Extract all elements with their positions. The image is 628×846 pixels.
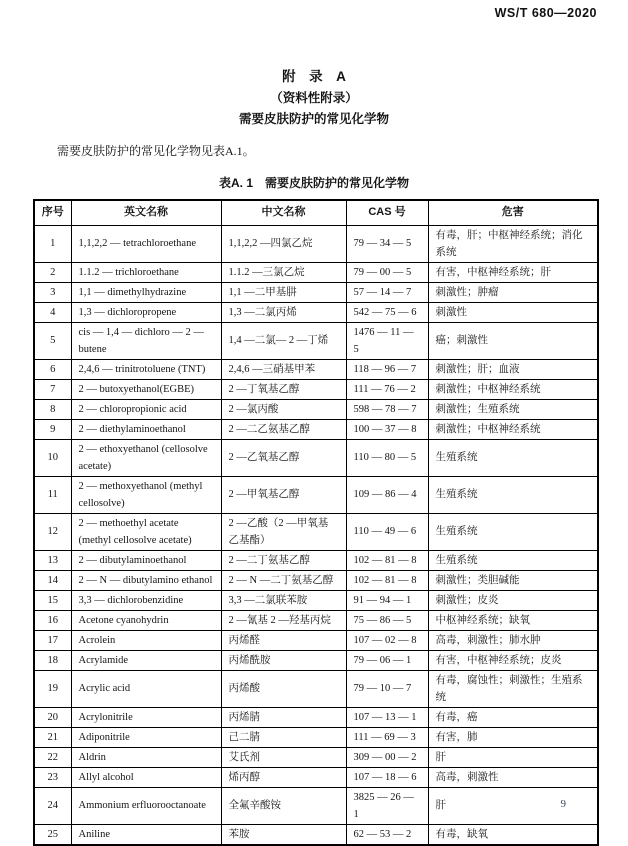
cell-hazard: 有害，中枢神经系统；皮炎	[428, 650, 598, 670]
cell-cas-number: 91 — 94 — 1	[346, 590, 428, 610]
table-row	[34, 282, 598, 302]
table-row	[34, 707, 598, 727]
cell-cas-number: 79 — 10 — 7	[346, 670, 428, 707]
cell-chinese-name: 1,1 —二甲基肼	[221, 282, 346, 302]
cell-hazard: 肝	[428, 787, 598, 824]
cell-chinese-name: 烯丙醇	[221, 767, 346, 787]
cell-chinese-name: 2,4,6 —三硝基甲苯	[221, 359, 346, 379]
cell-english-name: Acetone cyanohydrin	[71, 610, 221, 630]
cell-hazard: 刺激性；肝；血液	[428, 359, 598, 379]
table-row	[34, 513, 598, 550]
table-row	[34, 767, 598, 787]
table-row	[34, 379, 598, 399]
cell-hazard: 生殖系统	[428, 513, 598, 550]
cell-index: 11	[34, 476, 71, 513]
cell-index: 18	[34, 650, 71, 670]
cell-english-name: 1.1.2 — trichloroethane	[71, 262, 221, 282]
cell-index: 20	[34, 707, 71, 727]
header-cell-chinese-name: 中文名称	[221, 200, 346, 225]
header-cell-english-name: 英文名称	[71, 200, 221, 225]
cell-english-name: Acrylic acid	[71, 670, 221, 707]
cell-cas-number: 100 — 37 — 8	[346, 419, 428, 439]
table-row	[34, 610, 598, 630]
cell-chinese-name: 丙烯酸	[221, 670, 346, 707]
table-row	[34, 359, 598, 379]
cell-english-name: 1,3 — dichloropropene	[71, 302, 221, 322]
cell-english-name: Acrylamide	[71, 650, 221, 670]
cell-chinese-name: 丙烯酰胺	[221, 650, 346, 670]
cell-cas-number: 79 — 00 — 5	[346, 262, 428, 282]
cell-index: 25	[34, 824, 71, 845]
cell-chinese-name: 2 —二丁氨基乙醇	[221, 550, 346, 570]
table-row	[34, 322, 598, 359]
intro-paragraph: 需要皮肤防护的常见化学物见表A.1。	[57, 144, 255, 158]
cell-english-name: Ammonium erfluorooctanoate	[71, 787, 221, 824]
cell-index: 9	[34, 419, 71, 439]
cell-chinese-name: 2 — N —二丁氨基乙醇	[221, 570, 346, 590]
cell-cas-number: 107 — 18 — 6	[346, 767, 428, 787]
cell-index: 15	[34, 590, 71, 610]
cell-chinese-name: 2 —乙氧基乙醇	[221, 439, 346, 476]
cell-english-name: 1,1,2,2 — tetrachloroethane	[71, 225, 221, 262]
table-header-row	[34, 200, 598, 225]
cell-english-name: Aniline	[71, 824, 221, 845]
cell-index: 8	[34, 399, 71, 419]
cell-english-name: 2 — methoethyl acetate (methyl cellosolve acetate)	[71, 513, 221, 550]
cell-english-name: 2 — methoxyethanol (methyl cellosolve)	[71, 476, 221, 513]
table-row	[34, 262, 598, 282]
table-row	[34, 570, 598, 590]
table-row	[34, 787, 598, 824]
cell-english-name: Acrylonitrile	[71, 707, 221, 727]
cell-cas-number: 109 — 86 — 4	[346, 476, 428, 513]
cell-index: 13	[34, 550, 71, 570]
cell-english-name: Aldrin	[71, 747, 221, 767]
cell-cas-number: 102 — 81 — 8	[346, 550, 428, 570]
cell-english-name: 2 — diethylaminoethanol	[71, 419, 221, 439]
cell-chinese-name: 2 —甲氧基乙醇	[221, 476, 346, 513]
cell-cas-number: 110 — 80 — 5	[346, 439, 428, 476]
cell-cas-number: 102 — 81 — 8	[346, 570, 428, 590]
cell-chinese-name: 2 —丁氧基乙醇	[221, 379, 346, 399]
cell-index: 17	[34, 630, 71, 650]
table-row	[34, 670, 598, 707]
cell-english-name: Acrolein	[71, 630, 221, 650]
cell-index: 22	[34, 747, 71, 767]
cell-hazard: 刺激性；生殖系统	[428, 399, 598, 419]
cell-english-name: cis — 1,4 — dichloro — 2 — butene	[71, 322, 221, 359]
cell-hazard: 刺激性；中枢神经系统	[428, 419, 598, 439]
cell-cas-number: 57 — 14 — 7	[346, 282, 428, 302]
cell-cas-number: 107 — 02 — 8	[346, 630, 428, 650]
cell-chinese-name: 丙烯腈	[221, 707, 346, 727]
cell-english-name: 2 — butoxyethanol(EGBE)	[71, 379, 221, 399]
cell-index: 10	[34, 439, 71, 476]
cell-index: 24	[34, 787, 71, 824]
cell-index: 23	[34, 767, 71, 787]
cell-index: 3	[34, 282, 71, 302]
table-row	[34, 747, 598, 767]
page-number: 9	[560, 798, 566, 810]
chemical-table	[33, 199, 599, 846]
cell-index: 4	[34, 302, 71, 322]
cell-hazard: 有毒，肝；中枢神经系统；消化系统	[428, 225, 598, 262]
header-cell-cas-number: CAS 号	[346, 200, 428, 225]
cell-index: 14	[34, 570, 71, 590]
header-cell-hazard: 危害	[428, 200, 598, 225]
cell-english-name: 2 — N — dibutylamino ethanol	[71, 570, 221, 590]
cell-hazard: 有害，肺	[428, 727, 598, 747]
cell-cas-number: 79 — 06 — 1	[346, 650, 428, 670]
cell-hazard: 刺激性；皮炎	[428, 590, 598, 610]
cell-hazard: 有毒，癌	[428, 707, 598, 727]
table-row	[34, 727, 598, 747]
table-body	[34, 225, 598, 845]
cell-english-name: Allyl alcohol	[71, 767, 221, 787]
cell-hazard: 生殖系统	[428, 550, 598, 570]
cell-english-name: 2 — chloropropionic acid	[71, 399, 221, 419]
table-row	[34, 824, 598, 845]
cell-index: 7	[34, 379, 71, 399]
cell-english-name: 2 — ethoxyethanol (cellosolve acetate)	[71, 439, 221, 476]
cell-chinese-name: 2 —氰基 2 —羟基丙烷	[221, 610, 346, 630]
document-code: WS/T 680—2020	[494, 6, 597, 20]
cell-hazard: 中枢神经系统；缺氧	[428, 610, 598, 630]
cell-cas-number: 111 — 69 — 3	[346, 727, 428, 747]
cell-hazard: 生殖系统	[428, 476, 598, 513]
cell-index: 12	[34, 513, 71, 550]
cell-index: 21	[34, 727, 71, 747]
cell-chinese-name: 己二腈	[221, 727, 346, 747]
table-row	[34, 225, 598, 262]
cell-index: 16	[34, 610, 71, 630]
cell-chinese-name: 2 —乙酸（2 —甲氧基乙基酯）	[221, 513, 346, 550]
cell-chinese-name: 丙烯醛	[221, 630, 346, 650]
cell-english-name: Adiponitrile	[71, 727, 221, 747]
header-cell-index: 序号	[34, 200, 71, 225]
cell-cas-number: 110 — 49 — 6	[346, 513, 428, 550]
cell-cas-number: 62 — 53 — 2	[346, 824, 428, 845]
table-row	[34, 419, 598, 439]
cell-index: 2	[34, 262, 71, 282]
table-row	[34, 302, 598, 322]
table-caption: 表A. 1 需要皮肤防护的常见化学物	[218, 176, 409, 190]
cell-chinese-name: 1,1,2,2 —四氯乙烷	[221, 225, 346, 262]
cell-index: 5	[34, 322, 71, 359]
cell-chinese-name: 全氟辛酸铵	[221, 787, 346, 824]
cell-cas-number: 3825 — 26 — 1	[346, 787, 428, 824]
cell-hazard: 刺激性	[428, 302, 598, 322]
cell-hazard: 刺激性；中枢神经系统	[428, 379, 598, 399]
cell-cas-number: 598 — 78 — 7	[346, 399, 428, 419]
appendix-heading: 需要皮肤防护的常见化学物	[238, 112, 389, 126]
cell-hazard: 有毒，腐蚀性；刺激性；生殖系统	[428, 670, 598, 707]
cell-chinese-name: 3,3 —二氯联苯胺	[221, 590, 346, 610]
table-row	[34, 399, 598, 419]
cell-english-name: 2,4,6 — trinitrotoluene (TNT)	[71, 359, 221, 379]
appendix-label: 附 录 A	[282, 69, 346, 84]
cell-index: 1	[34, 225, 71, 262]
cell-hazard: 高毒，刺激性	[428, 767, 598, 787]
table-row	[34, 590, 598, 610]
appendix-subtitle: （资料性附录）	[270, 91, 358, 105]
cell-hazard: 有害，中枢神经系统；肝	[428, 262, 598, 282]
cell-index: 19	[34, 670, 71, 707]
cell-cas-number: 309 — 00 — 2	[346, 747, 428, 767]
table-row	[34, 550, 598, 570]
cell-cas-number: 118 — 96 — 7	[346, 359, 428, 379]
cell-index: 6	[34, 359, 71, 379]
cell-hazard: 肝	[428, 747, 598, 767]
cell-cas-number: 1476 — 11 — 5	[346, 322, 428, 359]
cell-cas-number: 542 — 75 — 6	[346, 302, 428, 322]
cell-chinese-name: 2 —二乙氨基乙醇	[221, 419, 346, 439]
cell-chinese-name: 1.1.2 —三氯乙烷	[221, 262, 346, 282]
cell-cas-number: 111 — 76 — 2	[346, 379, 428, 399]
cell-cas-number: 75 — 86 — 5	[346, 610, 428, 630]
cell-hazard: 高毒，刺激性；肺水肿	[428, 630, 598, 650]
table-row	[34, 439, 598, 476]
cell-chinese-name: 1,3 —二氯丙烯	[221, 302, 346, 322]
cell-chinese-name: 苯胺	[221, 824, 346, 845]
cell-hazard: 癌；刺激性	[428, 322, 598, 359]
table-row	[34, 476, 598, 513]
cell-hazard: 刺激性；肿瘤	[428, 282, 598, 302]
cell-chinese-name: 2 —氯丙酸	[221, 399, 346, 419]
table-row	[34, 630, 598, 650]
appendix-title-block	[0, 66, 628, 130]
cell-cas-number: 107 — 13 — 1	[346, 707, 428, 727]
cell-english-name: 2 — dibutylaminoethanol	[71, 550, 221, 570]
cell-cas-number: 79 — 34 — 5	[346, 225, 428, 262]
cell-chinese-name: 艾氏剂	[221, 747, 346, 767]
cell-hazard: 刺激性；类胆碱能	[428, 570, 598, 590]
cell-hazard: 生殖系统	[428, 439, 598, 476]
cell-chinese-name: 1,4 —二氯— 2 —丁烯	[221, 322, 346, 359]
cell-hazard: 有毒，缺氧	[428, 824, 598, 845]
cell-english-name: 3,3 — dichlorobenzidine	[71, 590, 221, 610]
cell-english-name: 1,1 — dimethylhydrazine	[71, 282, 221, 302]
table-row	[34, 650, 598, 670]
